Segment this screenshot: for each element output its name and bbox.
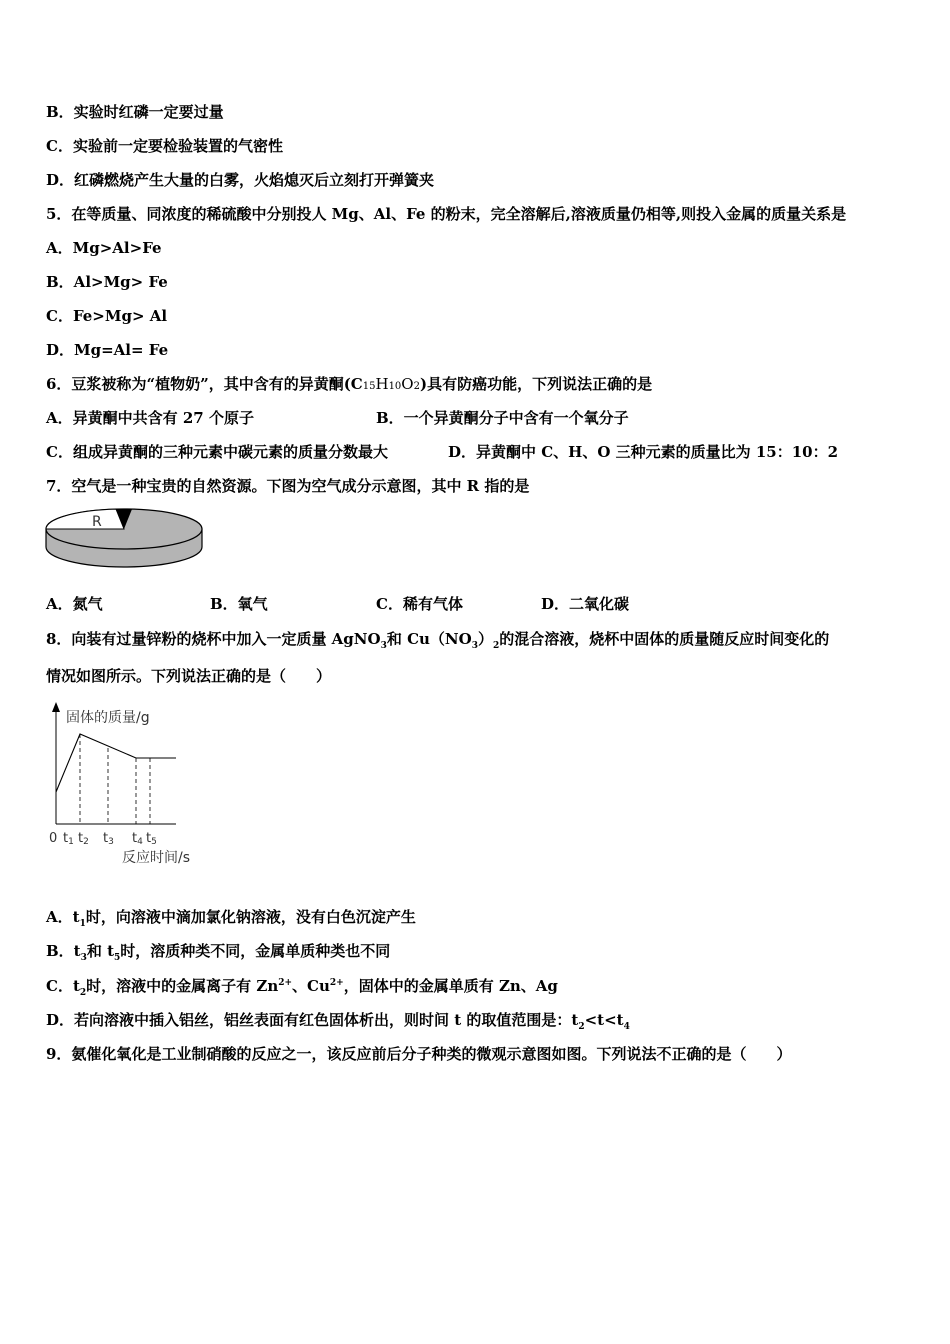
q5-option-a: A．Mg>Al>Fe	[46, 239, 162, 257]
q7-option-b: B．氧气	[210, 595, 268, 613]
q8-option-d: D．若向溶液中插入铝丝，铝丝表面有红色固体析出，则时间 t 的取值范围是：$t_2<t<t_4$	[46, 1011, 630, 1032]
q5-option-b: B．Al>Mg> Fe	[46, 273, 168, 291]
tick-t2: t2	[78, 831, 89, 847]
q9-stem: 9．氨催化氧化是工业制硝酸的反应之一，该反应前后分子种类的微观示意图如图。下列说法不正确的是（ ）	[46, 1045, 792, 1063]
q6-stem: 6．豆浆被称为“植物奶”，其中含有的异黄酮(C15H10O2)具有防癌功能，下列说法正确的是	[46, 375, 653, 393]
q8-option-c: C．$t_2$时，溶液中的金属离子有 $Zn^{2+}$、$Cu^{2+}$，固体中的金属单质有 Zn、Ag	[46, 977, 558, 998]
y-axis-arrow	[52, 702, 60, 712]
q5-option-c: C．Fe>Mg> Al	[46, 307, 168, 325]
q4-option-b: B．实验时红磷一定要过量	[46, 103, 224, 121]
q8-stem-line2: 情况如图所示。下列说法正确的是（ ）	[46, 667, 332, 685]
x-axis-label: 反应时间/s	[122, 850, 191, 866]
tick-t5: t5	[146, 831, 157, 847]
origin-label: 0	[49, 831, 58, 846]
q7-option-d: D．二氧化碳	[541, 595, 630, 613]
q7-option-c: C．稀有气体	[376, 595, 463, 613]
air-composition-pie	[44, 505, 206, 569]
q6-option-a: A．异黄酮中共含有 27 个原子	[46, 409, 254, 427]
q6-option-c: C．组成异黄酮的三种元素中碳元素的质量分数最大	[46, 443, 388, 461]
q6-option-d: D．异黄酮中 C、H、O 三种元素的质量比为 15：10：2	[448, 443, 839, 461]
q7-stem: 7．空气是一种宝贵的自然资源。下图为空气成分示意图，其中 R 指的是	[46, 477, 530, 495]
pie-label-r: R	[92, 514, 102, 530]
q8-option-b: B．$t_3$和 $t_5$时，溶质种类不同，金属单质种类也不同	[46, 942, 391, 963]
q7-option-a: A．氮气	[46, 595, 103, 613]
mass-curve	[56, 734, 176, 792]
y-axis-label: 固体的质量/g	[66, 710, 150, 726]
tick-t3: t3	[103, 831, 114, 847]
q8-option-a: A．$t_1$时，向溶液中滴加氯化钠溶液，没有白色沉淀产生	[46, 908, 416, 929]
q4-option-c: C．实验前一定要检验装置的气密性	[46, 137, 283, 155]
q8-stem: 8．向装有过量锌粉的烧杯中加入一定质量 AgNO$_3$和 $Cu(NO_3)_2$的混合溶液，烧杯中固体的质量随反应时间变化的	[46, 630, 830, 651]
tick-t4: t4	[132, 831, 143, 847]
q4-option-d: D．红磷燃烧产生大量的白雾，火焰熄灭后立刻打开弹簧夹	[46, 171, 435, 189]
solid-mass-time-graph	[44, 702, 214, 872]
pie-slice-other	[46, 509, 124, 529]
q5-stem: 5．在等质量、同浓度的稀硫酸中分别投人 Mg、Al、Fe 的粉末，完全溶解后,溶液质量仍相等,则投入金属的质量关系是	[46, 205, 847, 223]
tick-t1: t1	[63, 831, 74, 847]
q6-option-b: B．一个异黄酮分子中含有一个氧分子	[376, 409, 629, 427]
q5-option-d: D．Mg=Al= Fe	[46, 341, 169, 359]
